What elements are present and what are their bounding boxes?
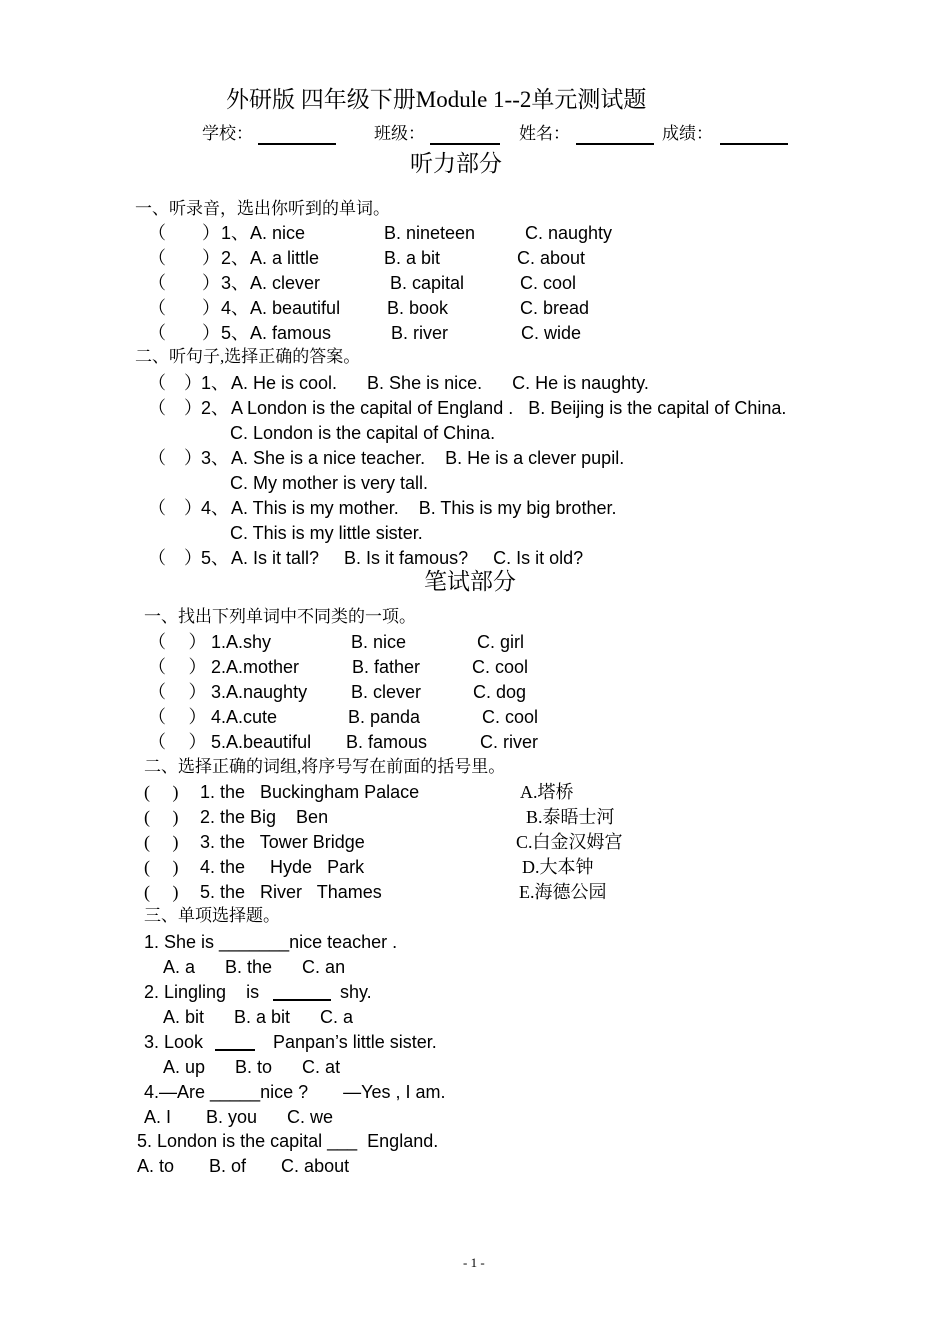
answer-paren[interactable]: （ ）	[148, 707, 207, 727]
options-line: A. Is it tall? B. Is it famous? C. Is it old?	[231, 548, 584, 568]
option-b: B. capital	[390, 273, 465, 293]
option-c: C. wide	[521, 323, 582, 343]
question-options: A. to B. of C. about	[137, 1156, 350, 1176]
item-number: 2、	[221, 248, 250, 268]
answer-blank[interactable]	[273, 999, 331, 1001]
landmark-en: 5. the River Thames	[200, 882, 382, 902]
answer-blank[interactable]	[215, 1049, 255, 1051]
option-c: C. river	[480, 732, 538, 752]
answer-paren[interactable]: （ ）	[148, 657, 207, 677]
question-text: 4.—Are _____nice ? —Yes , I am.	[144, 1082, 446, 1102]
item-number: 1、	[201, 373, 230, 393]
item-number: 4、	[201, 498, 230, 518]
option-a: 4.A.cute	[211, 707, 278, 727]
item-number: 3、	[221, 273, 250, 293]
listening-part2-instruction: 二、听句子,选择正确的答案。	[135, 347, 361, 366]
name-blank[interactable]	[576, 143, 654, 145]
item-number: 2、	[201, 398, 230, 418]
score-blank[interactable]	[720, 143, 788, 145]
options-line: A. This is my mother. B. This is my big brother.	[231, 498, 617, 518]
question-text: 5. London is the capital ___ England.	[137, 1131, 439, 1151]
option-b: B. father	[352, 657, 421, 677]
option-b: B. panda	[348, 707, 421, 727]
answer-paren[interactable]: （ ）	[148, 298, 220, 318]
item-number: 4、	[221, 298, 250, 318]
class-blank[interactable]	[430, 143, 500, 145]
school-blank[interactable]	[258, 143, 336, 145]
option-c: C. girl	[477, 632, 525, 652]
options-line: A London is the capital of England . B. Beijing is the capital of China.	[231, 398, 787, 418]
written-heading: 笔试部分	[424, 569, 516, 594]
class-label: 班级：	[374, 124, 425, 143]
options-line: A. She is a nice teacher. B. He is a clever pupil.	[231, 448, 625, 468]
question-options: A. bit B. a bit C. a	[163, 1007, 354, 1027]
option-b: B. famous	[346, 732, 428, 752]
options-line: A. He is cool. B. She is nice. C. He is naughty.	[231, 373, 649, 393]
answer-paren[interactable]: ( )	[144, 832, 179, 852]
option-a: 2.A.mother	[211, 657, 300, 677]
option-c: C. cool	[482, 707, 539, 727]
name-label: 姓名：	[519, 124, 570, 143]
landmark-cn: E.海德公园	[519, 882, 607, 902]
written-part2-instruction: 二、选择正确的词组,将序号写在前面的括号里。	[144, 757, 506, 776]
landmark-en: 2. the Big Ben	[200, 807, 329, 827]
question-options: A. I B. you C. we	[144, 1107, 334, 1127]
written-part1-instruction: 一、找出下列单词中不同类的一项。	[144, 607, 416, 626]
listening-heading: 听力部分	[410, 151, 502, 176]
listening-part1-instruction: 一、听录音，选出你听到的单词。	[135, 199, 390, 218]
answer-paren[interactable]: （ ）	[148, 373, 202, 393]
answer-paren[interactable]: （ ）	[148, 682, 207, 702]
item-number: 5、	[221, 323, 250, 343]
question-text-start: 3. Look	[144, 1032, 204, 1052]
item-number: 5、	[201, 548, 230, 568]
answer-paren[interactable]: （ ）	[148, 398, 202, 418]
option-b: B. book	[387, 298, 449, 318]
answer-paren[interactable]: （ ）	[148, 273, 220, 293]
options-line-2: C. This is my little sister.	[230, 523, 423, 543]
option-c: C. bread	[520, 298, 590, 318]
question-text: 1. She is _______nice teacher .	[144, 932, 398, 952]
option-c: C. naughty	[525, 223, 613, 243]
options-line-2: C. My mother is very tall.	[230, 473, 429, 493]
option-b: B. river	[391, 323, 449, 343]
landmark-en: 1. the Buckingham Palace	[200, 782, 420, 802]
question-text-start: 2. Lingling is	[144, 982, 260, 1002]
answer-paren[interactable]: （ ）	[148, 223, 220, 243]
option-a: A. a little	[250, 248, 320, 268]
option-c: C. about	[517, 248, 586, 268]
page-title: 外研版 四年级下册Module 1--2单元测试题	[226, 87, 647, 112]
option-c: C. dog	[473, 682, 527, 702]
option-b: B. nineteen	[384, 223, 476, 243]
option-b: B. clever	[351, 682, 422, 702]
option-a: A. clever	[250, 273, 321, 293]
option-a: A. nice	[250, 223, 306, 243]
landmark-cn: B.泰晤士河	[526, 807, 615, 827]
landmark-cn: C.白金汉姆宫	[516, 832, 623, 852]
answer-paren[interactable]: （ ）	[148, 632, 207, 652]
school-label: 学校：	[202, 124, 253, 143]
answer-paren[interactable]: ( )	[144, 857, 179, 877]
answer-paren[interactable]: ( )	[144, 807, 179, 827]
score-label: 成绩：	[662, 124, 713, 143]
item-number: 3、	[201, 448, 230, 468]
option-a: 3.A.naughty	[211, 682, 308, 702]
option-b: B. nice	[351, 632, 407, 652]
page-number: - 1 -	[463, 1255, 485, 1270]
answer-paren[interactable]: （ ）	[148, 732, 207, 752]
landmark-en: 3. the Tower Bridge	[200, 832, 365, 852]
answer-paren[interactable]: ( )	[144, 882, 179, 902]
option-a: A. famous	[250, 323, 332, 343]
written-part3-instruction: 三、单项选择题。	[144, 906, 280, 925]
landmark-en: 4. the Hyde Park	[200, 857, 365, 877]
answer-paren[interactable]: （ ）	[148, 548, 202, 568]
landmark-cn: A.塔桥	[520, 782, 574, 802]
question-text-end: shy.	[340, 982, 372, 1002]
answer-paren[interactable]: （ ）	[148, 248, 220, 268]
answer-paren[interactable]: （ ）	[148, 498, 202, 518]
question-text-end: Panpan’s little sister.	[273, 1032, 437, 1052]
item-number: 1、	[221, 223, 250, 243]
answer-paren[interactable]: ( )	[144, 782, 179, 802]
option-c: C. cool	[520, 273, 577, 293]
options-line-2: C. London is the capital of China.	[230, 423, 496, 443]
question-options: A. up B. to C. at	[163, 1057, 341, 1077]
option-b: B. a bit	[384, 248, 441, 268]
answer-paren[interactable]: （ ）	[148, 323, 220, 343]
option-a: A. beautiful	[250, 298, 341, 318]
answer-paren[interactable]: （ ）	[148, 448, 202, 468]
option-c: C. cool	[472, 657, 529, 677]
landmark-cn: D.大本钟	[522, 857, 594, 877]
question-options: A. a B. the C. an	[163, 957, 346, 977]
option-a: 5.A.beautiful	[211, 732, 312, 752]
option-a: 1.A.shy	[211, 632, 272, 652]
